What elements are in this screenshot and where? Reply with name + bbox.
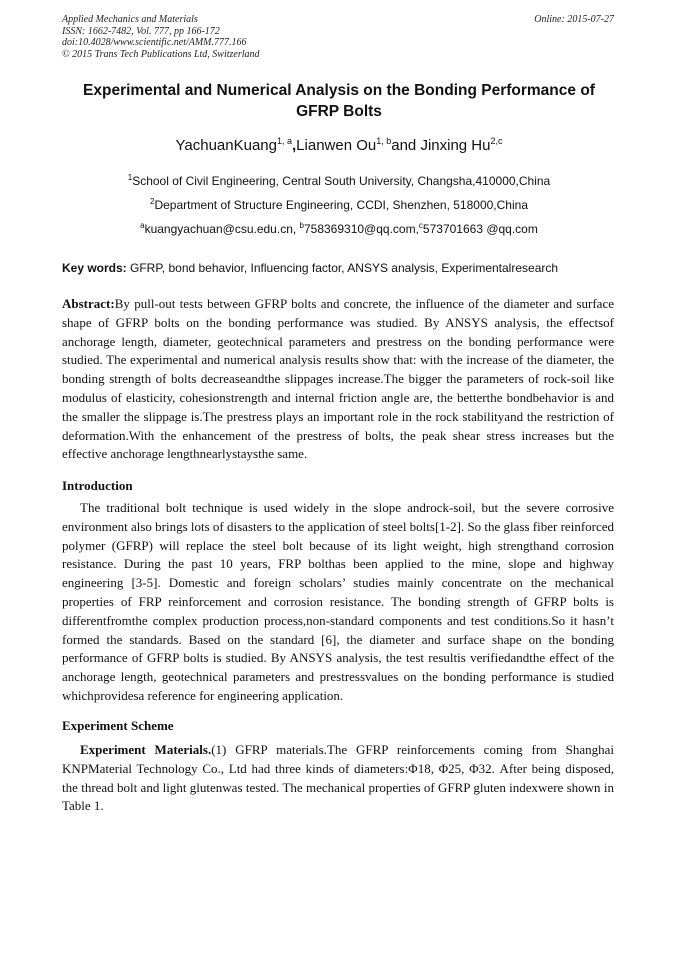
affiliation-mark: 2	[149, 197, 155, 206]
author-affiliation-mark: 1, b	[376, 136, 392, 146]
abstract-label: Abstract:	[62, 296, 115, 311]
author-name: and Jinxing Hu	[391, 137, 491, 154]
affiliation-2	[60, 198, 618, 212]
keywords-label: Key words:	[62, 261, 127, 275]
abstract-text: By pull-out tests between GFRP bolts and concrete, the influence of the diameter and surface shape of GFRP bolts on the bonding performance was studied. By ANSYS analysis, the effectsof anchorage length, diameter, geotechnical parameters and prestress on the bonding performance were studied. The experimental and numerical analysis results show that: with the increase of the diameter, the bonding strength of bolts decreaseandthe slippages increase.The bigger the parameters of rock-soil like modulus of elasticity, cohesionstrength and internal friction angle are, the betterthe bondbehavior is and the smaller the slippage is.The prestress plays an important role in the rock stabilityand the restriction of deformation.With the enhancement of the prestress of bolts, the peak shear stress increases but the effective anchorage lengthnearlystaysthe same.	[62, 296, 614, 462]
affiliation-1	[60, 174, 618, 188]
email-link[interactable]: 758369310@qq.com,	[303, 222, 419, 236]
subsection-label: Experiment Materials.	[80, 742, 212, 757]
author-name: YachuanKuang	[175, 137, 277, 154]
section-heading-introduction: Introduction	[62, 478, 133, 493]
email-mark: a	[140, 221, 145, 230]
section-heading-experiment: Experiment Scheme	[62, 718, 174, 733]
affiliation-text: School of Civil Engineering, Central South University, Changsha,410000,China	[132, 174, 551, 188]
email-mark: b	[299, 221, 304, 230]
author-name: Lianwen Ou	[296, 137, 377, 154]
paper-title: Experimental and Numerical Analysis on the Bonding Performance of GFRP Bolts	[83, 82, 595, 120]
journal-name: Applied Mechanics and Materials	[62, 14, 198, 25]
author-list	[60, 137, 618, 155]
introduction-paragraph: The traditional bolt technique is used widely in the slope androck-soil, but the severe corrosive environment also brings lots of disasters to the application of steel bolts[1-2]. So the glass fiber reinforced polymer (GFRP) will replace the steel bolt because of its light weight, high strengthand corrosion resistance. During the past 10 years, FRP bolthas been applied to the mine, slope and highway engineering [3-5]. Domestic and foreign scholars’ studies mainly concentrate on the mechanical properties of FRP reinforcement and corrosion resistance. The bonding strength of GFRP bolts is differentfromthe complex production process,non-standard components and test conditions.So it hasn’t formed the standards. Based on the standard [6], the diameter and surface shape on the bonding performance of GFRP bolts is studied. By ANSYS analysis, the test resultis verifiedandthe effect of the anchorage length, geotechnical parameters and prestressvalues on the bonding performance is studied whichprovidesa reference for engineering application.	[62, 500, 615, 703]
keywords	[62, 261, 618, 275]
journal-header	[62, 14, 260, 60]
affiliation-mark: 1	[127, 173, 133, 182]
journal-copyright: © 2015 Trans Tech Publications Ltd, Switzerland	[62, 48, 260, 60]
affiliation-text: Department of Structure Engineering, CCDI, Shenzhen, 518000,China	[154, 198, 528, 212]
journal-doi: doi:10.4028/www.scientific.net/AMM.777.166	[62, 37, 247, 48]
keywords-text: GFRP, bond behavior, Influencing factor, ANSYS analysis, Experimentalresearch	[126, 261, 559, 275]
author-affiliation-mark: 1, a	[276, 136, 292, 146]
email-mark: c	[418, 221, 423, 230]
email-link[interactable]: kuangyachuan@csu.edu.cn,	[144, 222, 300, 236]
author-separator: ,	[292, 137, 297, 154]
email-link[interactable]: 573701663 @qq.com	[422, 222, 538, 236]
abstract	[62, 295, 614, 464]
journal-issn: ISSN: 1662-7482, Vol. 777, pp 166-172	[62, 25, 220, 37]
author-affiliation-mark: 2,c	[490, 136, 503, 146]
experiment-materials-text: (1) GFRP materials.The GFRP reinforcements coming from Shanghai KNPMaterial Technology Co., Ltd had three kinds of diameters:Φ18, Φ25, Φ32. After being disposed, the thread bolt and light glutenwas tested. The mechanical properties of GFRP gluten indexwere shown in Table 1.	[62, 742, 614, 814]
experiment-materials-paragraph	[62, 741, 614, 816]
author-emails	[60, 222, 618, 236]
online-date: Online: 2015-07-27	[534, 14, 614, 25]
